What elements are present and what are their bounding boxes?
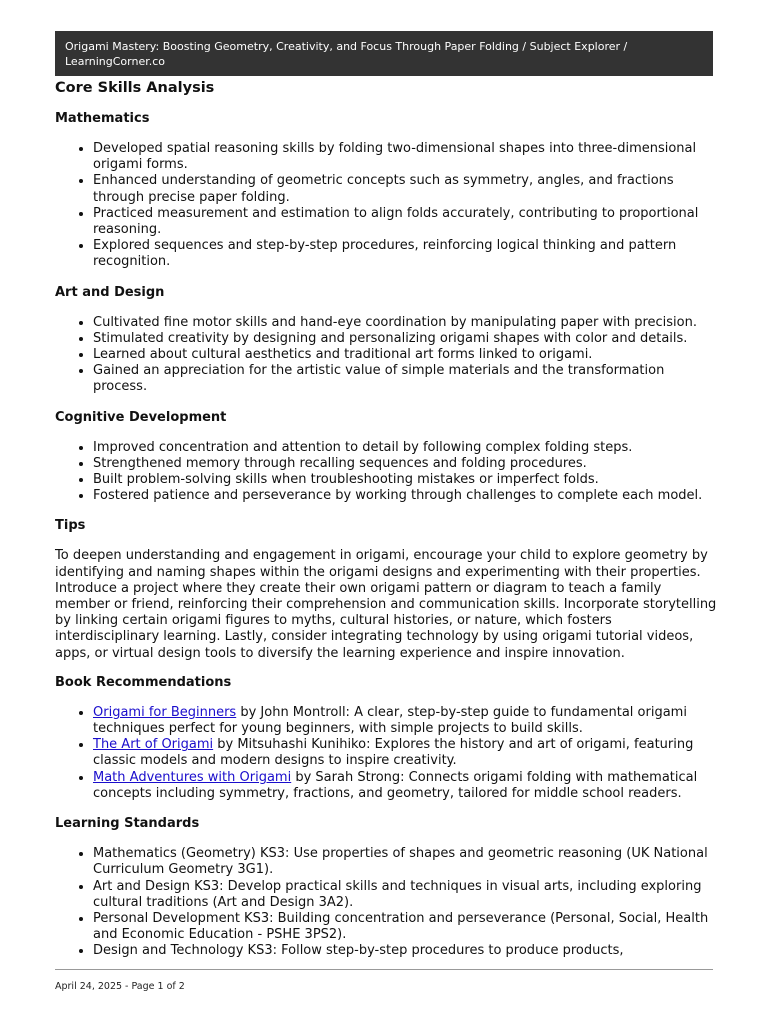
section-heading-cognitive: Cognitive Development: [55, 409, 227, 425]
document-header-bar: [55, 31, 713, 76]
mathematics-list: [55, 141, 720, 271]
list-item: • Design and Technology KS3: Follow step-by-step procedures to produce products,: [93, 943, 720, 959]
tips-paragraph: To deepen understanding and engagement in origami, encourage your child to explore geometry by identifying and naming shapes within the origami designs and experimenting with their properties. Introduce a project where they create their own origami pattern or diagram to teach a family member or friend, reinforcing their comprehension and communication skills. Incorporate storytelling by linking certain origami figures to myths, cultural histories, or nature, which fosters interdisciplinary learning. Lastly, consider integrating technology by using origami tutorial videos, apps, or virtual design tools to diversify the learning experience and inspire innovation.: [55, 548, 717, 661]
list-item: • Cultivated fine motor skills and hand-eye coordination by manipulating paper with precision.: [93, 315, 720, 331]
list-item: [93, 737, 720, 769]
page-title: Core Skills Analysis: [55, 80, 215, 96]
list-item: • Gained an appreciation for the artistic value of simple materials and the transformation process.: [93, 363, 720, 395]
list-item: • Developed spatial reasoning skills by folding two-dimensional shapes into three-dimensional origami forms.: [93, 141, 720, 173]
book-description: by John Montroll: A clear, step-by-step guide to fundamental origami techniques perfect for young beginners, with simple projects to build skills.: [93, 704, 687, 737]
standards-list: [55, 846, 720, 959]
section-heading-mathematics: Mathematics: [55, 111, 150, 126]
section-heading-books: Book Recommendations: [55, 674, 232, 690]
breadcrumb: Origami Mastery: Boosting Geometry, Creativity, and Focus Through Paper Folding / Subject Explorer / LearningCorner.co: [65, 40, 628, 68]
book-description: by Mitsuhashi Kunihiko: Explores the history and art of origami, featuring classic models and modern designs to inspire creativity.: [93, 737, 694, 769]
book-description: by Sarah Strong: Connects origami folding with mathematical concepts including symmetry, fractions, and geometry, tailored for middle school readers.: [93, 769, 698, 801]
footer-divider: [55, 969, 713, 970]
page-footer: April 24, 2025 - Page 1 of 2: [55, 981, 185, 992]
art-design-list: [55, 315, 720, 396]
list-item: • Strengthened memory through recalling sequences and folding procedures.: [93, 456, 720, 472]
list-item: • Personal Development KS3: Building concentration and perseverance (Personal, Social, Health and Economic Education - PSHE 3PS2).: [93, 911, 720, 943]
list-item: • Learned about cultural aesthetics and traditional art forms linked to origami.: [93, 347, 720, 363]
book-link-art-of-origami[interactable]: The Art of Origami: [93, 737, 214, 753]
document-content: [55, 110, 720, 973]
list-item: • Enhanced understanding of geometric concepts such as symmetry, angles, and fractions through precise paper folding.: [93, 173, 720, 205]
list-item: [93, 770, 720, 802]
list-item: • Built problem-solving skills when troubleshooting mistakes or imperfect folds.: [93, 472, 720, 488]
list-item: • Practiced measurement and estimation to align folds accurately, contributing to proportional reasoning.: [93, 206, 720, 238]
cognitive-list: [55, 440, 720, 505]
section-heading-standards: Learning Standards: [55, 816, 200, 832]
section-heading-tips: Tips: [55, 518, 86, 534]
book-link-math-adventures[interactable]: Math Adventures with Origami: [93, 769, 292, 785]
list-item: • Improved concentration and attention to detail by following complex folding steps.: [93, 440, 720, 456]
section-heading-art-design: Art and Design: [55, 284, 165, 300]
list-item: • Stimulated creativity by designing and personalizing origami shapes with color and details.: [93, 331, 720, 347]
list-item: [93, 705, 720, 737]
books-list: [55, 705, 720, 802]
list-item: • Mathematics (Geometry) KS3: Use properties of shapes and geometric reasoning (UK National Curriculum Geometry 3G1).: [93, 846, 720, 878]
list-item: • Fostered patience and perseverance by working through challenges to complete each model.: [93, 488, 720, 504]
list-item: • Explored sequences and step-by-step procedures, reinforcing logical thinking and pattern recognition.: [93, 238, 720, 270]
list-item: • Art and Design KS3: Develop practical skills and techniques in visual arts, including exploring cultural traditions (Art and Design 3A2).: [93, 879, 720, 911]
book-link-origami-for-beginners[interactable]: Origami for Beginners: [93, 704, 237, 720]
